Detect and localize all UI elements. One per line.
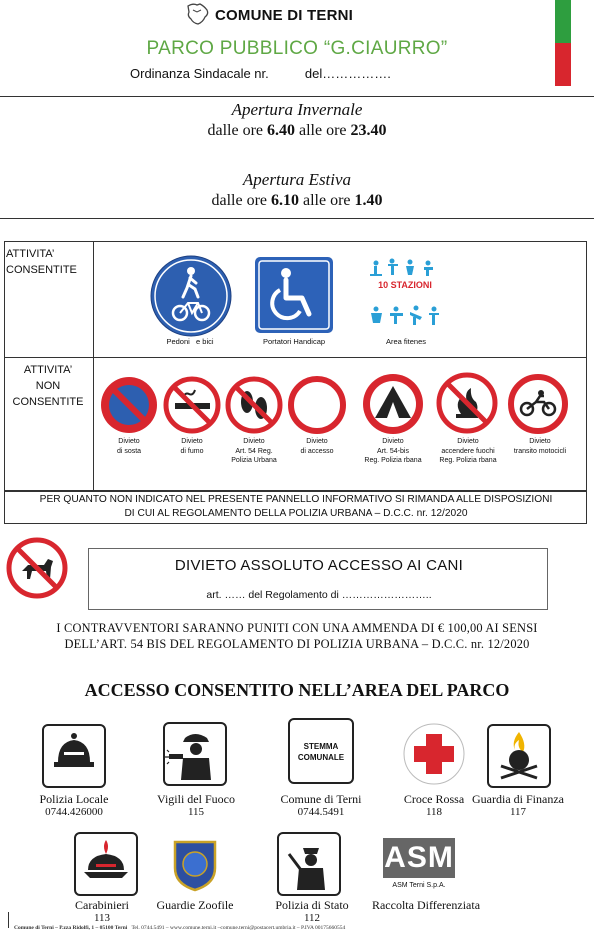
no-smoking-sign-icon: [163, 376, 221, 434]
ordinanza-line: Ordinanza Sindacale nr. del…………….: [130, 66, 391, 81]
apertura-invernale-hours: dalle ore 6.40 alle ore 23.40: [207, 122, 387, 139]
asm-logo-text: ASM: [383, 838, 455, 878]
service-name: Guardie Zoofile: [156, 898, 234, 912]
zoofile-badge-icon: [171, 838, 219, 892]
no-camping-sign-icon: [361, 372, 425, 436]
rimanda-text: PER QUANTO NON INDICATO NEL PRESENTE PANNELLO INFORMATIVO SI RIMANDA ALLE DISPOSIZIONI DI CUI AL REGOLAMENTO DELLA POLIZIA URBANA – D.C.C. nr. 12/2020: [39, 494, 553, 519]
firefighter-icon: [163, 722, 227, 786]
no-dogs-box: [88, 548, 548, 610]
state-police-icon: [277, 832, 341, 896]
service-name: Carabinieri: [75, 898, 129, 912]
fitness-stations-icon: [366, 257, 444, 333]
service-name: Croce Rossa: [403, 792, 465, 806]
service-number: 112: [303, 912, 321, 924]
flag-green-stripe: [555, 0, 571, 43]
consentite-label: ATTIVITA’ CONSENTITE: [6, 248, 77, 276]
no-footprints-sign-icon: [225, 376, 283, 434]
service-number: 117: [509, 806, 527, 818]
pedoni-caption: Pedoni e bici: [166, 337, 214, 346]
service-name: Vigili del Fuoco: [157, 792, 235, 806]
no-dogs-sign-icon: [6, 537, 68, 599]
service-name: Comune di Terni: [280, 792, 362, 806]
park-name: PARCO PUBBLICO “G.CIAURRO”: [146, 38, 448, 59]
red-cross-icon: [402, 722, 466, 786]
italian-flag: [555, 0, 571, 86]
service-number: 115: [187, 806, 205, 818]
handicap-caption: Portatori Handicap: [262, 337, 326, 346]
wheelchair-sign-icon: [254, 256, 334, 334]
stemma-text: STEMMA: [303, 742, 339, 751]
service-name: Raccolta Differenziata: [371, 898, 481, 912]
service-name: Polizia di Stato: [275, 898, 349, 912]
terni-region-logo-icon: [185, 2, 211, 26]
fitness-caption: Area fitenes: [385, 337, 427, 346]
apertura-estiva-title: Apertura Estiva: [242, 170, 352, 189]
service-number: 118: [425, 806, 443, 818]
pedestrian-bicycle-sign-icon: [150, 255, 232, 337]
accesso-title: ACCESSO CONSENTITO NELL’AREA DEL PARCO: [84, 680, 510, 700]
apertura-estiva-hours: dalle ore 6.10 alle ore 1.40: [211, 192, 383, 209]
table-row-divider: [4, 357, 587, 358]
no-parking-caption: Divieto di sosta: [116, 438, 142, 455]
divider: [0, 96, 594, 97]
fitness-stations-badge: 10 STAZIONI: [378, 280, 432, 290]
no-fire-caption: Divieto accendere fuochi Reg. Polizia rbana: [439, 438, 497, 464]
service-number: 0744.426000: [45, 806, 103, 818]
police-helmet-icon: [42, 724, 106, 788]
no-smoking-caption: Divieto di fumo: [180, 438, 204, 455]
no-motorcycles-sign-icon: [508, 374, 568, 434]
no-motorcycles-caption: Divieto transito motocicli: [513, 438, 567, 455]
no-dogs-title: DIVIETO ASSOLUTO ACCESSO AI CANI: [174, 557, 464, 574]
non-consentite-label: ATTIVITA’ NON CONSENTITE: [12, 364, 84, 408]
carabinieri-hat-icon: [74, 832, 138, 896]
comune-title: COMUNE DI TERNI: [215, 7, 353, 24]
footer-address: Comune di Terni – P.zza Ridolfi, 1 – 05100 Terni Tel. 0744.5491 – www.comune.terni.it –comune.terni@postacert.umbria.it – P.IVA 00175660554: [14, 925, 346, 931]
no-footprints-caption: Divieto Art. 54 Reg. Polizia Urbana: [231, 438, 277, 464]
service-number: 0744.5491: [297, 806, 345, 818]
no-access-caption: Divieto di accesso: [300, 438, 334, 455]
no-access-sign-icon: [288, 376, 346, 434]
no-camping-caption: Divieto Art. 54-bis Reg. Polizia rbana: [364, 438, 422, 464]
stemma-text-2: COMUNALE: [297, 753, 345, 762]
service-number: 113: [93, 912, 111, 924]
stemma-comunale-icon: [288, 718, 354, 784]
asm-logo-icon: [383, 838, 455, 894]
flag-red-stripe: [555, 43, 571, 86]
service-name: Guardia di Finanza: [472, 792, 564, 806]
asm-logo-subtitle: ASM Terni S.p.A.: [392, 882, 446, 889]
divider: [0, 218, 594, 219]
footer-marker: [8, 912, 9, 928]
no-parking-sign-icon: [100, 376, 158, 434]
no-fire-sign-icon: [436, 372, 498, 434]
sanction-text: I CONTRAVVENTORI SARANNO PUNITI CON UNA AMMENDA DI € 100,00 AI SENSI DELL’ART. 54 BIS DEL REGOLAMENTO DI POLIZIA URBANA – D.C.C. nr. 12/2020: [56, 621, 538, 651]
apertura-invernale-title: Apertura Invernale: [231, 100, 363, 119]
service-name: Polizia Locale: [39, 792, 109, 806]
no-dogs-article: art. …… del Regolamento di ……………………..: [206, 589, 432, 601]
finanza-flame-icon: [487, 724, 551, 788]
